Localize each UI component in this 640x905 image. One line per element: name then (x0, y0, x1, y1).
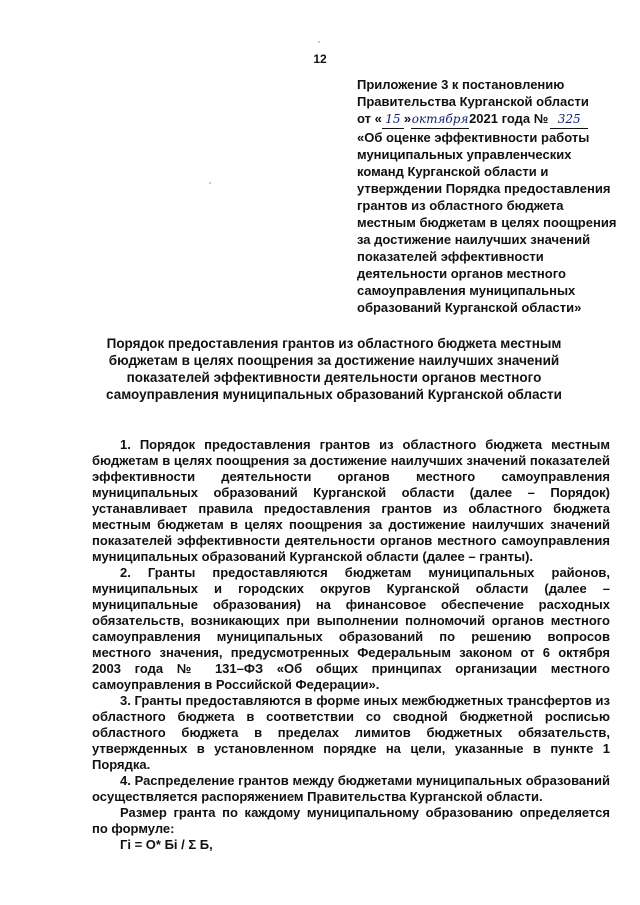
appendix-header (357, 76, 617, 316)
appendix-line: показателей эффективности (357, 249, 544, 264)
appendix-line: деятельности органов местного (357, 266, 566, 281)
paragraph-5: Размер гранта по каждому муниципальному образованию определяется по формуле: (92, 805, 610, 836)
grant-formula: Гi = О* Бi / Σ Б, (120, 837, 213, 852)
date-year: 2021 года № (469, 111, 549, 126)
paragraph-3: 3. Гранты предоставляются в форме иных межбюджетных трансфертов из областного бюджета в соответствии со сводной бюджетной росписью областного бюджета в пределах лимитов бюджетных обязательств, утвержденных в установленном порядке на цели, указанные в пункте 1 Порядка. (92, 693, 610, 772)
appendix-date-line (357, 110, 617, 129)
appendix-line: Приложение 3 к постановлению (357, 77, 565, 92)
handwritten-number: 325 (550, 111, 588, 129)
paragraph-2: 2. Гранты предоставляются бюджетам муниципальных районов, муниципальных и городских округов Курганской области (далее – муниципальные образования) на финансовое обеспечение расходных обязательств, возникающих при выполнении полномочий органов местного самоуправления муниципальных образований по решению вопросов местного значения, предусмотренных Федеральным законом от 6 октября 2003 года № 131–ФЗ «Об общих принципах организации местного самоуправления в Российской Федерации». (92, 565, 610, 692)
appendix-line: за достижение наилучших значений (357, 232, 591, 247)
date-mid: » (403, 111, 412, 126)
handwritten-month: октября (411, 111, 469, 129)
document-body (92, 437, 610, 853)
scan-speck (318, 41, 320, 43)
appendix-line: местным бюджетам в целях поощрения (357, 215, 617, 230)
paragraph-4: 4. Распределение грантов между бюджетами муниципальных образований осуществляется распоряжением Правительства Курганской области. (92, 773, 610, 804)
appendix-line: утверждении Порядка предоставления (357, 181, 611, 196)
appendix-line: грантов из областного бюджета (357, 198, 564, 213)
appendix-line: образований Курганской области» (357, 300, 582, 315)
appendix-line: муниципальных управленческих (357, 147, 572, 162)
appendix-line: самоуправления муниципальных (357, 283, 576, 298)
date-prefix: от « (357, 111, 382, 126)
appendix-line: «Об оценке эффективности работы (357, 130, 590, 145)
appendix-line: команд Курганской области и (357, 164, 549, 179)
page-number: 12 (313, 52, 327, 66)
paragraph-1: 1. Порядок предоставления грантов из областного бюджета местным бюджетам в целях поощрения за достижение наилучших значений показателей эффективности деятельности органов местного самоуправления муниципальных образований Курганской области (далее – Порядок) устанавливает правила предоставления грантов из областного бюджета местным бюджетам в целях поощрения за достижение наилучших значений показателей эффективности деятельности органов местного самоуправления муниципальных образований Курганской области (далее – гранты). (92, 437, 610, 564)
scan-speck (209, 182, 211, 184)
appendix-line: Правительства Курганской области (357, 94, 589, 109)
document-title: Порядок предоставления грантов из областного бюджета местным бюджетам в целях поощрения за достижение наилучших значений показателей эффективности деятельности органов местного самоуправления муниципальных образований Курганской области (106, 336, 562, 402)
handwritten-day: 15 (382, 111, 404, 129)
